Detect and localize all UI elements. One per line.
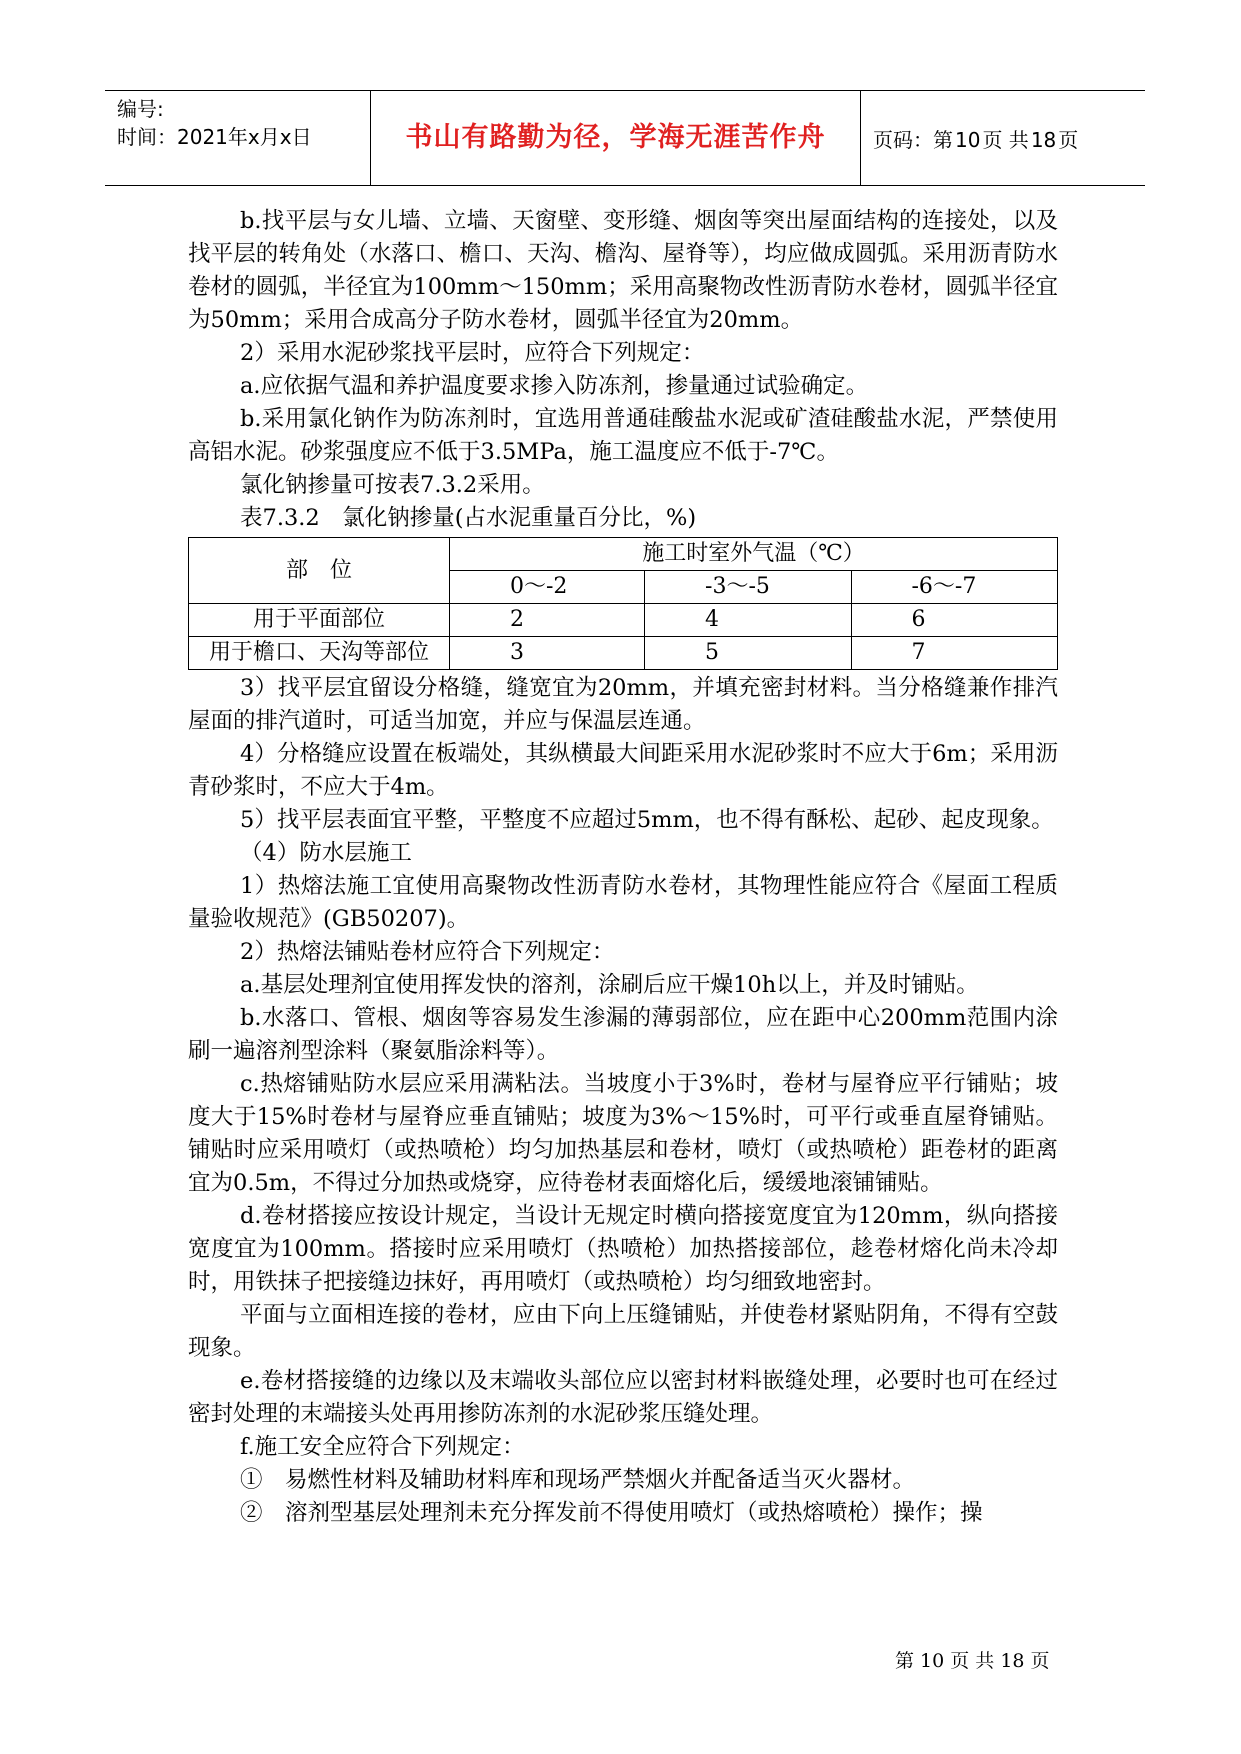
page-total: 18 [1030, 128, 1057, 152]
paragraph: d.卷材搭接应按设计规定，当设计无规定时横向搭接宽度宜为120mm，纵向搭接宽度宜为100mm。搭接时应采用喷灯（热喷枪）加热搭接部位，趁卷材熔化尚未冷却时，用铁抹子把接缝边抹好，再用喷灯（或热喷枪）均匀细致地密封。 [188, 1203, 1058, 1295]
paragraph: 平面与立面相连接的卷材，应由下向上压缝铺贴，并使卷材紧贴阴角，不得有空鼓现象。 [188, 1302, 1058, 1361]
list-item: ① 易燃性材料及辅助材料库和现场严禁烟火并配备适当灭火器材。 [240, 1467, 916, 1493]
sodium-chloride-table [188, 537, 1058, 670]
table-caption: 表7.3.2 氯化钠掺量(占水泥重量百分比，%) [240, 505, 697, 531]
paragraph: 4）分格缝应设置在板端处，其纵横最大间距采用水泥砂浆时不应大于6m；采用沥青砂浆时，不应大于4m。 [188, 741, 1058, 800]
paragraph: 1）热熔法施工宜使用高聚物改性沥青防水卷材，其物理性能应符合《屋面工程质量验收规范》(GB50207)。 [188, 873, 1058, 932]
paragraph: e.卷材搭接缝的边缘以及末端收头部位应以密封材料嵌缝处理，必要时也可在经过密封处理的末端接头处再用掺防冻剂的水泥砂浆压缝处理。 [188, 1368, 1058, 1427]
document-time: 时间：2021年x月x日 [117, 125, 312, 149]
document-code-label: 编号: [117, 97, 164, 121]
header-motto: 书山有路勤为径，学海无涯苦作舟 [405, 122, 826, 153]
paragraph: b.采用氯化钠作为防冻剂时，宜选用普通硅酸盐水泥或矿渣硅酸盐水泥，严禁使用高铝水泥。砂浆强度应不低于3.5MPa，施工温度应不低于-7℃。 [188, 406, 1058, 465]
page-header [105, 90, 1145, 186]
paragraph: b.水落口、管根、烟囱等容易发生渗漏的薄弱部位，应在距中心200mm范围内涂刷一遍溶剂型涂料（聚氨脂涂料等）。 [188, 1005, 1058, 1064]
page-prefix: 页码：第 [873, 128, 953, 152]
paragraph: b.找平层与女儿墙、立墙、天窗壁、变形缝、烟囱等突出屋面结构的连接处，以及找平层的转角处（水落口、檐口、天沟、檐沟、屋脊等），均应做成圆弧。采用沥青防水卷材的圆弧，半径宜为100mm～150mm；采用高聚物改性沥青防水卷材，圆弧半径宜为50mm；采用合成高分子防水卷材，圆弧半径宜为20mm。 [188, 208, 1058, 333]
list-item: ② 溶剂型基层处理剂未充分挥发前不得使用喷灯（或热熔喷枪）操作；操 [240, 1500, 983, 1526]
table-cell: 3 [450, 637, 645, 670]
page-suffix: 页 [1058, 128, 1079, 152]
document-body [188, 205, 1058, 1530]
table-row [189, 637, 1058, 670]
table-cell: 5 [645, 637, 851, 670]
paragraph: 2）热熔法铺贴卷材应符合下列规定： [240, 939, 615, 965]
paragraph: 3）找平层宜留设分格缝，缝宽宜为20mm，并填充密封材料。当分格缝兼作排汽屋面的排汽道时，可适当加宽，并应与保温层连通。 [188, 675, 1058, 734]
table-header-cell: 0～-2 [450, 571, 645, 604]
table-cell: 用于檐口、天沟等部位 [189, 637, 450, 670]
paragraph: 5）找平层表面宜平整，平整度不应超过5mm，也不得有酥松、起砂、起皮现象。 [240, 807, 1054, 833]
table-cell: 7 [851, 637, 1058, 670]
table-row [189, 538, 1058, 571]
paragraph: c.热熔铺贴防水层应采用满粘法。当坡度小于3%时，卷材与屋脊应平行铺贴；坡度大于15%时卷材与屋脊应垂直铺贴；坡度为3%～15%时，可平行或垂直屋脊铺贴。铺贴时应采用喷灯（或热喷枪）均匀加热基层和卷材，喷灯（或热喷枪）距卷材的距离宜为0.5m，不得过分加热或烧穿，应待卷材表面熔化后，缓缓地滚铺铺贴。 [188, 1071, 1058, 1196]
table-cell: 2 [450, 604, 645, 637]
header-page-number [872, 124, 1079, 153]
page-mid: 页 共 [982, 128, 1029, 152]
page-footer: 第 10 页 共 18 页 [895, 1650, 1050, 1672]
table-header-cell: 施工时室外气温（℃） [450, 538, 1058, 571]
table-header-cell: -3～-5 [645, 571, 851, 604]
paragraph: f.施工安全应符合下列规定： [240, 1434, 525, 1460]
table-cell: 用于平面部位 [189, 604, 450, 637]
table-cell: 6 [851, 604, 1058, 637]
paragraph: 氯化钠掺量可按表7.3.2采用。 [240, 472, 545, 498]
paragraph: a.基层处理剂宜使用挥发快的溶剂，涂刷后应干燥10h以上，并及时铺贴。 [240, 972, 979, 998]
table-header-cell: 部 位 [189, 538, 450, 604]
paragraph: a.应依据气温和养护温度要求掺入防冻剂，掺量通过试验确定。 [240, 373, 869, 399]
paragraph: 2）采用水泥砂浆找平层时，应符合下列规定： [240, 340, 705, 366]
table-row [189, 604, 1058, 637]
table-header-cell: -6～-7 [851, 571, 1058, 604]
section-heading: （4）防水层施工 [240, 840, 412, 866]
table-cell: 4 [645, 604, 851, 637]
header-divider [860, 91, 861, 185]
header-meta [117, 95, 367, 151]
page-current: 10 [955, 128, 981, 152]
